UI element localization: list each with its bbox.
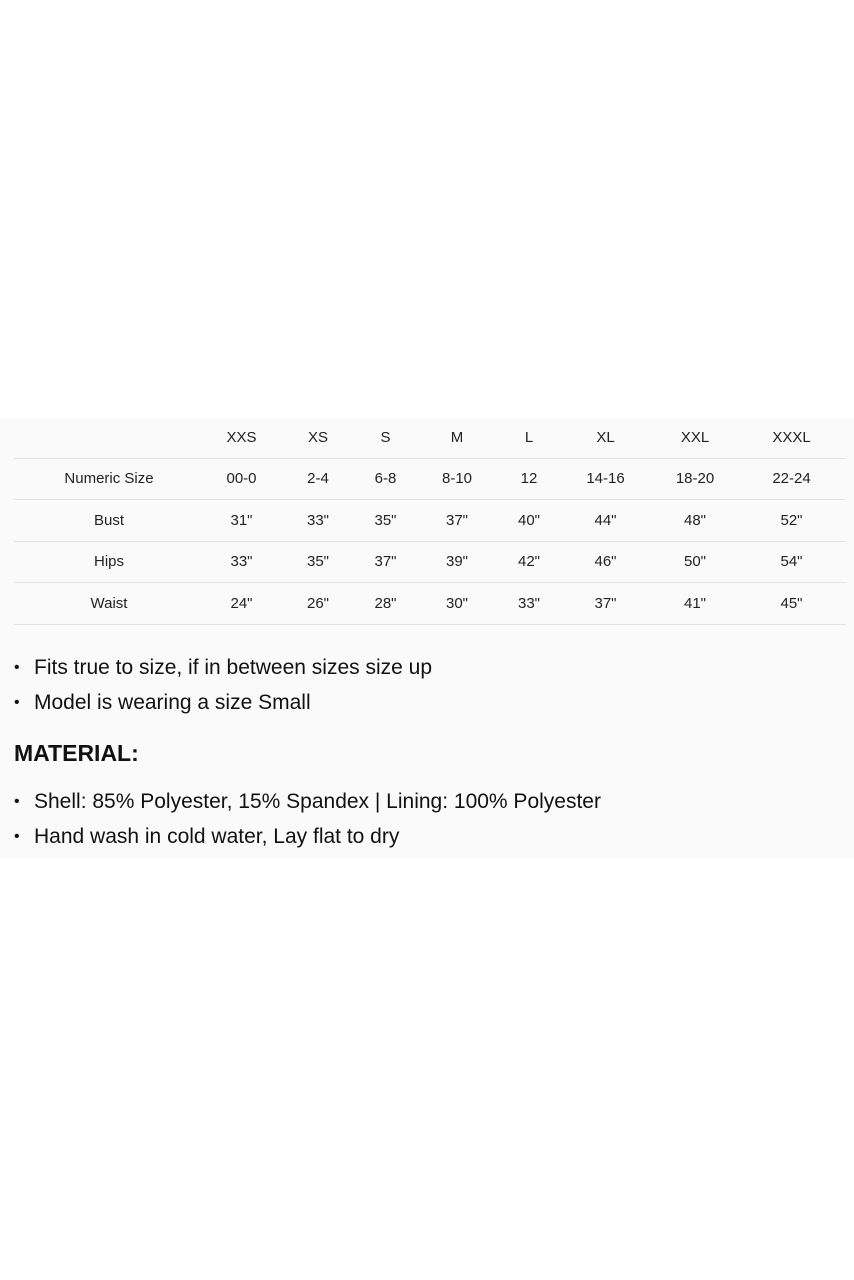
table-cell: 6-8 bbox=[357, 458, 414, 500]
bullet-icon: • bbox=[14, 694, 20, 711]
list-item bbox=[14, 650, 432, 685]
table-cell: 28" bbox=[357, 583, 414, 625]
table-cell: 24" bbox=[204, 583, 279, 625]
table-cell: 39" bbox=[414, 541, 500, 583]
material-item-text: Shell: 85% Polyester, 15% Spandex | Lining: 100% Polyester bbox=[34, 790, 601, 813]
table-row-bust bbox=[14, 500, 846, 542]
list-item bbox=[14, 685, 432, 720]
table-cell: 45" bbox=[737, 583, 846, 625]
size-chart-table bbox=[14, 418, 846, 625]
header-cell-l: L bbox=[500, 418, 558, 458]
table-cell: 46" bbox=[558, 541, 653, 583]
table-cell: 35" bbox=[279, 541, 357, 583]
table-cell: 40" bbox=[500, 500, 558, 542]
header-cell-xl: XL bbox=[558, 418, 653, 458]
bullet-icon: • bbox=[14, 828, 20, 845]
table-cell: 18-20 bbox=[653, 458, 737, 500]
table-cell: 48" bbox=[653, 500, 737, 542]
table-cell: 52" bbox=[737, 500, 846, 542]
table-cell: 00-0 bbox=[204, 458, 279, 500]
table-cell: 37" bbox=[414, 500, 500, 542]
material-item-text: Hand wash in cold water, Lay flat to dry bbox=[34, 825, 400, 848]
header-cell-xs: XS bbox=[279, 418, 357, 458]
size-header-row bbox=[14, 418, 846, 458]
header-cell-m: M bbox=[414, 418, 500, 458]
table-cell: 26" bbox=[279, 583, 357, 625]
material-list bbox=[14, 784, 601, 854]
row-label: Hips bbox=[14, 541, 204, 583]
header-cell-empty bbox=[14, 418, 204, 458]
table-cell: 2-4 bbox=[279, 458, 357, 500]
table-cell: 31" bbox=[204, 500, 279, 542]
bullet-icon: • bbox=[14, 793, 20, 810]
table-cell: 33" bbox=[279, 500, 357, 542]
table-row-waist bbox=[14, 583, 846, 625]
fit-notes-list bbox=[14, 650, 432, 720]
table-cell: 12 bbox=[500, 458, 558, 500]
table-cell: 41" bbox=[653, 583, 737, 625]
fit-note-text: Fits true to size, if in between sizes size up bbox=[34, 656, 433, 679]
table-cell: 35" bbox=[357, 500, 414, 542]
fit-note-text: Model is wearing a size Small bbox=[34, 691, 311, 714]
table-cell: 8-10 bbox=[414, 458, 500, 500]
list-item bbox=[14, 819, 601, 854]
list-item bbox=[14, 784, 601, 819]
header-cell-xxs: XXS bbox=[204, 418, 279, 458]
table-cell: 14-16 bbox=[558, 458, 653, 500]
bullet-icon: • bbox=[14, 659, 20, 676]
table-cell: 33" bbox=[204, 541, 279, 583]
table-cell: 30" bbox=[414, 583, 500, 625]
table-cell: 22-24 bbox=[737, 458, 846, 500]
material-heading: MATERIAL: bbox=[14, 740, 139, 766]
header-cell-xxxl: XXXL bbox=[737, 418, 846, 458]
table-cell: 42" bbox=[500, 541, 558, 583]
table-cell: 37" bbox=[357, 541, 414, 583]
table-cell: 44" bbox=[558, 500, 653, 542]
product-details-panel bbox=[0, 418, 854, 858]
row-label: Waist bbox=[14, 583, 204, 625]
header-cell-xxl: XXL bbox=[653, 418, 737, 458]
table-cell: 33" bbox=[500, 583, 558, 625]
header-cell-s: S bbox=[357, 418, 414, 458]
row-label: Numeric Size bbox=[14, 458, 204, 500]
table-row-hips bbox=[14, 541, 846, 583]
table-cell: 54" bbox=[737, 541, 846, 583]
table-row-numeric-size bbox=[14, 458, 846, 500]
table-cell: 50" bbox=[653, 541, 737, 583]
row-label: Bust bbox=[14, 500, 204, 542]
table-cell: 37" bbox=[558, 583, 653, 625]
